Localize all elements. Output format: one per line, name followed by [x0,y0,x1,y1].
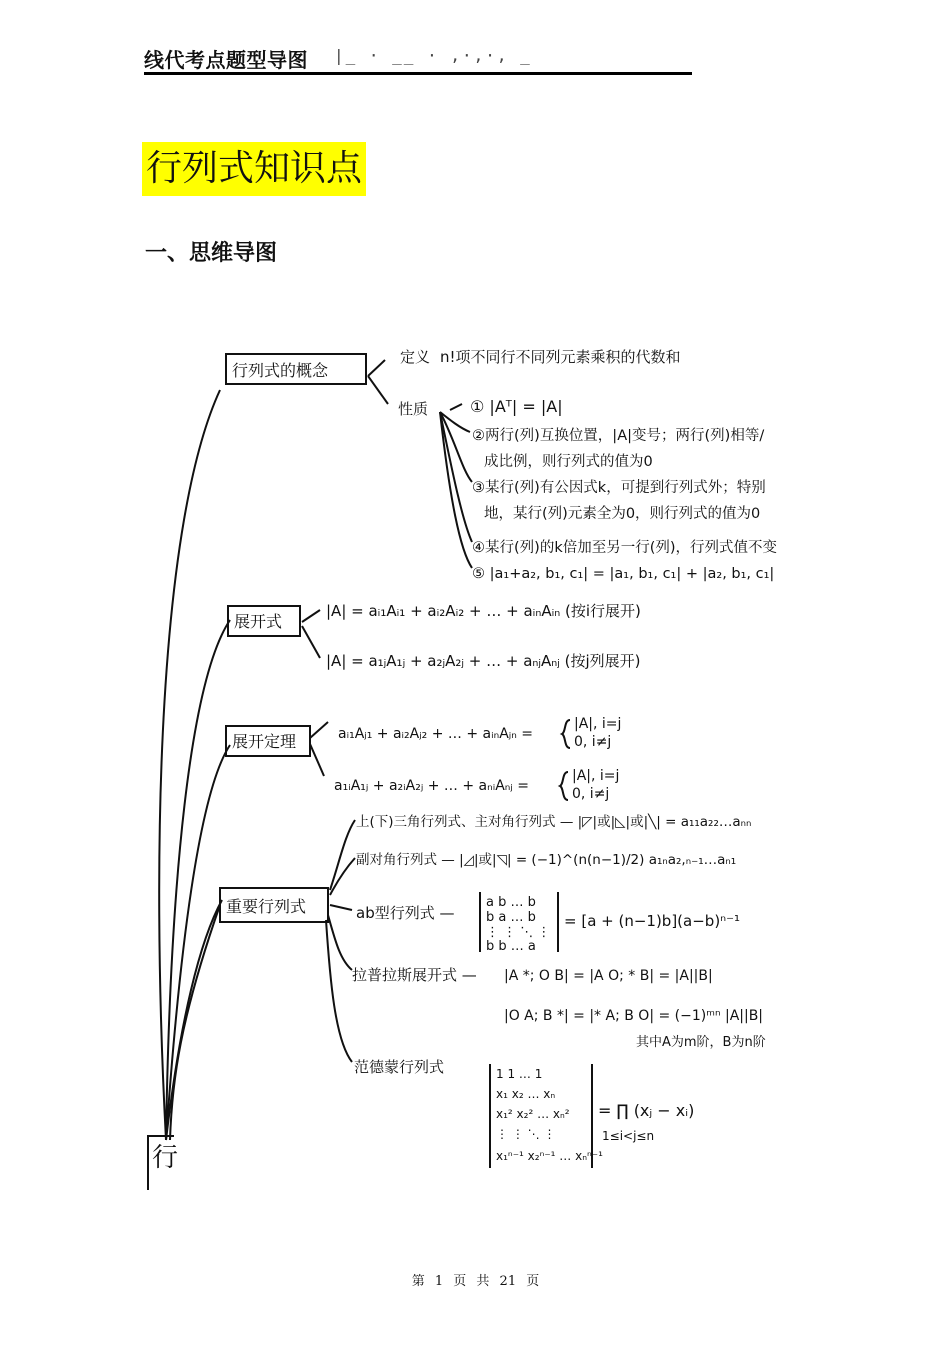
definition-tag: 定义 [400,348,431,366]
expansion-to-row-line [302,610,320,622]
properties-tag: 性质 [398,400,429,418]
theorem-to-row-line [310,722,328,738]
root-node: 行 [152,1143,179,1173]
vand-row-4: ⋮ ⋮ ⋱ ⋮ [496,1127,556,1141]
root-to-important-line-2 [170,905,220,1140]
header-marks: |_ · __ · ,·,·, _ [334,46,532,65]
theorem-row-brace [562,720,570,748]
root-to-important-line [166,900,222,1140]
theorem-node: 展开定理 [232,732,297,751]
vand-row-3: x₁² x₂² … xₙ² [496,1107,570,1121]
theorem-col-brace [560,772,568,800]
page-footer: 第 1 页 共 21 页 [411,1274,540,1289]
concept-to-definition-line [368,360,385,376]
laplace-formula-2: |O A; B *| = |* A; B O| = (−1)ᵐⁿ |A||B| [504,1008,764,1024]
property-2b: 成比例，则行列式的值为0 [484,454,653,470]
theorem-row-case2: 0, i≠j [574,734,612,750]
important-to-vandermonde-line [326,920,352,1062]
root-to-expansion-line [166,620,230,1140]
property-3b: 地，某行(列)元素全为0，则行列式的值为0 [484,506,761,522]
ab-det-label: ab型行列式 — [356,904,455,922]
triangular-det: 上(下)三角行列式、主对角行列式 — |◸|或|◺|或|╲| = a₁₁a₂₂…aₙₙ [356,814,752,830]
expansion-to-col-line [302,626,320,658]
important-to-laplace-line [328,915,352,970]
important-to-triangular-line [330,820,355,890]
vandermonde-result: = ∏ (xⱼ − xᵢ) [598,1101,695,1120]
expansion-row: |A| = aᵢ₁Aᵢ₁ + aᵢ₂Aᵢ₂ + … + aᵢₙAᵢₙ (按i行展开) [326,602,641,620]
concept-node: 行列式的概念 [232,361,329,380]
theorem-col-case2: 0, i≠j [572,786,610,802]
page-header [144,44,692,75]
ab-row-1: a b … b [486,895,536,910]
expansion-col: |A| = a₁ⱼA₁ⱼ + a₂ⱼA₂ⱼ + … + aₙⱼAₙⱼ (按j列展开) [326,652,641,670]
ab-row-4: b b … a [486,939,536,954]
property-5: ⑤ |a₁+a₂, b₁, c₁| = |a₁, b₁, c₁| + |a₂, b₁, c₁| [472,566,775,582]
property-1: ① |Aᵀ| = |A| [470,397,563,416]
vandermonde-sub: 1≤i<j≤n [602,1129,655,1143]
ab-row-3: ⋮ ⋮ ⋱ ⋮ [486,925,551,940]
property-4: ④某行(列)的k倍加至另一行(列)，行列式值不变 [472,540,778,556]
property-3a: ③某行(列)有公因式k，可提到行列式外；特别 [472,480,766,496]
subheading: 一、思维导图 [145,241,278,266]
vand-row-1: 1 1 … 1 [496,1067,543,1081]
definition-text: n!项不同行不同列元素乘积的代数和 [440,348,681,366]
concept-to-properties-line [368,376,388,404]
theorem-col-case1: |A|, i=j [572,768,620,784]
property-2a: ②两行(列)互换位置，|A|变号；两行(列)相等/ [472,428,765,444]
theorem-col-lhs: a₁ᵢA₁ⱼ + a₂ᵢA₂ⱼ + … + aₙᵢAₙⱼ = [334,778,529,794]
laplace-note: 其中A为m阶，B为n阶 [636,1035,766,1050]
important-to-ab-line [330,905,352,910]
important-node: 重要行列式 [226,897,307,916]
expansion-node: 展开式 [234,612,283,631]
antidiag-det: 副对角行列式 — |◿|或|◹| = (−1)^(n(n−1)/2) a₁ₙa₂,ₙ₋₁…aₙ₁ [356,852,737,868]
theorem-row-lhs: aᵢ₁Aⱼ₁ + aᵢ₂Aⱼ₂ + … + aᵢₙAⱼₙ = [338,726,533,742]
ab-result: = [a + (n−1)b](a−b)ⁿ⁻¹ [564,912,741,930]
theorem-to-col-line [310,744,324,776]
laplace-label: 拉普拉斯展开式 — [352,966,477,984]
vand-row-5: x₁ⁿ⁻¹ x₂ⁿ⁻¹ … xₙⁿ⁻¹ [496,1149,603,1163]
mind-map [140,320,840,1200]
ab-row-2: b a … b [486,910,536,925]
header-title: 线代考点题型导图 [144,48,308,72]
vand-row-2: x₁ x₂ … xₙ [496,1087,556,1101]
properties-to-p1-line [450,404,462,410]
vandermonde-label: 范德蒙行列式 [354,1058,445,1076]
laplace-formula-1: |A *; O B| = |A O; * B| = |A||B| [504,968,713,984]
section-title: 行列式知识点 [142,142,366,196]
theorem-row-case1: |A|, i=j [574,716,622,732]
